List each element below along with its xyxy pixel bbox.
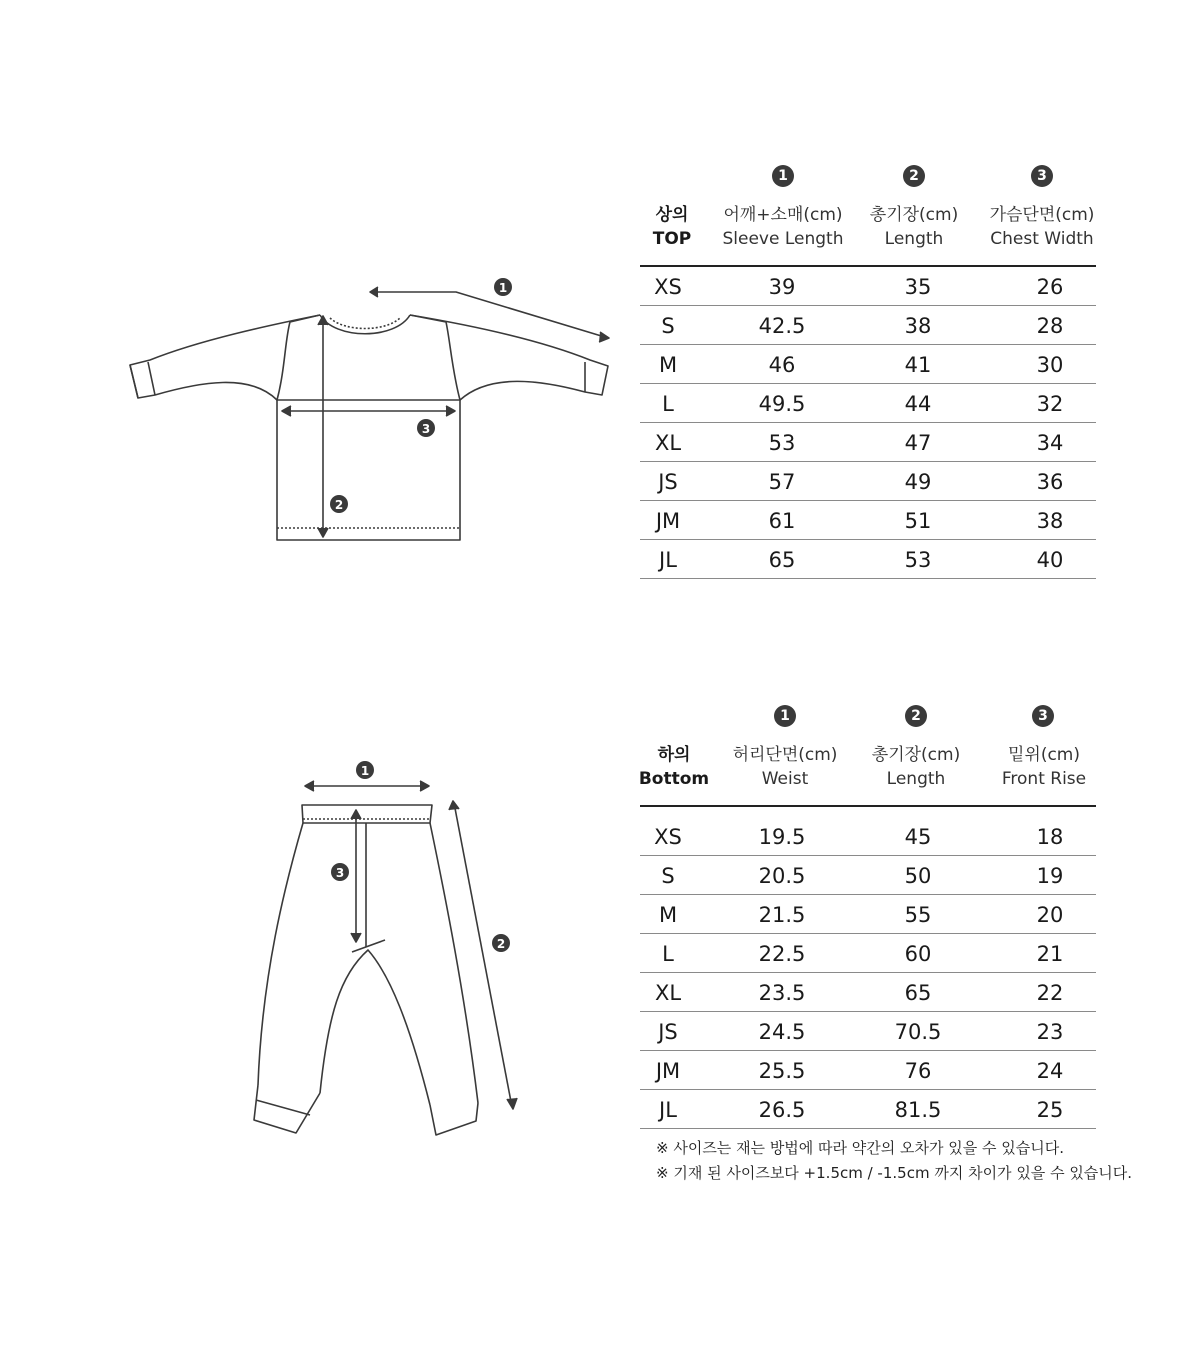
value-cell: 34 — [1036, 431, 1064, 455]
bottom-category-label: 하의 Bottom — [638, 745, 710, 789]
value-cell: 20 — [1036, 903, 1064, 927]
value-cell: 22 — [1036, 981, 1064, 1005]
value-cell: 40 — [1036, 548, 1064, 572]
size-cell: XS — [654, 825, 682, 849]
value-cell: 30 — [1036, 353, 1064, 377]
value-cell: 38 — [1036, 509, 1064, 533]
value-cell: 57 — [768, 470, 796, 494]
badge-3-icon: 3 — [1032, 705, 1054, 727]
value-cell: 24.5 — [758, 1020, 806, 1044]
top-table-body — [640, 267, 1096, 579]
size-cell: XS — [654, 275, 682, 299]
size-cell: JL — [659, 548, 677, 572]
table-row — [640, 384, 1096, 423]
bottom-garment-illustration — [240, 755, 540, 1140]
value-cell: 26.5 — [758, 1098, 806, 1122]
value-cell: 70.5 — [894, 1020, 942, 1044]
value-cell: 24 — [1036, 1059, 1064, 1083]
value-cell: 55 — [904, 903, 932, 927]
value-cell: 41 — [904, 353, 932, 377]
value-cell: 47 — [904, 431, 932, 455]
value-cell: 53 — [768, 431, 796, 455]
value-cell: 44 — [904, 392, 932, 416]
table-row — [640, 1051, 1096, 1090]
top-col-sleeve: 어깨+소매(cm) Sleeve Length — [722, 205, 844, 249]
bottom-col-length: 총기장(cm) Length — [871, 745, 961, 789]
size-cell: JM — [655, 509, 681, 533]
value-cell: 49.5 — [758, 392, 806, 416]
badge-1-icon: 1 — [774, 705, 796, 727]
bottom-size-table — [640, 705, 1096, 1129]
value-cell: 25 — [1036, 1098, 1064, 1122]
size-cell: M — [658, 903, 678, 927]
size-cell: XL — [654, 981, 682, 1005]
size-cell: L — [662, 392, 674, 416]
bottom-table-body — [640, 807, 1096, 1129]
badge-2-icon: 2 — [903, 165, 925, 187]
badge-3-icon: 3 — [1031, 165, 1053, 187]
size-cell: L — [662, 942, 674, 966]
table-row — [640, 895, 1096, 934]
value-cell: 65 — [768, 548, 796, 572]
value-cell: 38 — [904, 314, 932, 338]
size-cell: JL — [659, 1098, 677, 1122]
value-cell: 81.5 — [894, 1098, 942, 1122]
value-cell: 23.5 — [758, 981, 806, 1005]
top-col-length: 총기장(cm) Length — [869, 205, 959, 249]
table-row — [640, 1090, 1096, 1129]
value-cell: 76 — [904, 1059, 932, 1083]
size-cell: S — [661, 314, 675, 338]
value-cell: 19 — [1036, 864, 1064, 888]
bottom-table-header — [640, 705, 1096, 805]
value-cell: 45 — [904, 825, 932, 849]
value-cell: 28 — [1036, 314, 1064, 338]
table-row — [640, 423, 1096, 462]
table-row — [640, 817, 1096, 856]
value-cell: 21 — [1036, 942, 1064, 966]
top-diagram-badges — [330, 278, 512, 513]
value-cell: 21.5 — [758, 903, 806, 927]
value-cell: 18 — [1036, 825, 1064, 849]
top-size-table — [640, 165, 1096, 579]
pants-diagram — [240, 755, 540, 1140]
bottom-col-rise: 밑위(cm) Front Rise — [1001, 745, 1087, 789]
value-cell: 22.5 — [758, 942, 806, 966]
badge-1-icon: 1 — [772, 165, 794, 187]
svg-text:3: 3 — [421, 422, 431, 436]
table-row — [640, 856, 1096, 895]
top-garment-illustration — [120, 270, 620, 560]
size-cell: S — [661, 864, 675, 888]
table-row — [640, 462, 1096, 501]
value-cell: 42.5 — [758, 314, 806, 338]
size-cell: JS — [658, 1020, 678, 1044]
size-notes — [656, 1136, 1132, 1186]
bottom-col-waist: 허리단면(cm) Weist — [732, 745, 838, 789]
sweatshirt-diagram — [120, 270, 620, 560]
value-cell: 61 — [768, 509, 796, 533]
value-cell: 65 — [904, 981, 932, 1005]
value-cell: 46 — [768, 353, 796, 377]
table-row — [640, 306, 1096, 345]
value-cell: 23 — [1036, 1020, 1064, 1044]
top-col-chest: 가슴단면(cm) Chest Width — [989, 205, 1095, 249]
top-category-label: 상의 TOP — [652, 205, 692, 249]
value-cell: 35 — [904, 275, 932, 299]
table-row — [640, 934, 1096, 973]
value-cell: 39 — [768, 275, 796, 299]
value-cell: 26 — [1036, 275, 1064, 299]
table-row — [640, 345, 1096, 384]
svg-text:1: 1 — [360, 764, 370, 778]
note-size-tolerance: ※ 기재 된 사이즈보다 +1.5cm / -1.5cm 까지 차이가 있을 수 있습니다. — [656, 1164, 1133, 1182]
value-cell: 19.5 — [758, 825, 806, 849]
top-table-header — [640, 165, 1096, 265]
note-measurement-error: ※ 사이즈는 재는 방법에 따라 약간의 오차가 있을 수 있습니다. — [656, 1139, 1065, 1157]
value-cell: 49 — [904, 470, 932, 494]
table-row — [640, 973, 1096, 1012]
size-cell: JM — [655, 1059, 681, 1083]
size-cell: JS — [658, 470, 678, 494]
value-cell: 32 — [1036, 392, 1064, 416]
value-cell: 51 — [904, 509, 932, 533]
badge-2-icon: 2 — [905, 705, 927, 727]
size-cell: M — [658, 353, 678, 377]
value-cell: 53 — [904, 548, 932, 572]
size-cell: XL — [654, 431, 682, 455]
value-cell: 50 — [904, 864, 932, 888]
value-cell: 60 — [904, 942, 932, 966]
svg-text:2: 2 — [496, 937, 506, 951]
table-row — [640, 540, 1096, 579]
svg-text:1: 1 — [498, 281, 508, 295]
svg-text:3: 3 — [335, 866, 345, 880]
value-cell: 36 — [1036, 470, 1064, 494]
table-row — [640, 501, 1096, 540]
value-cell: 25.5 — [758, 1059, 806, 1083]
svg-text:2: 2 — [334, 498, 344, 512]
table-row — [640, 1012, 1096, 1051]
table-row — [640, 267, 1096, 306]
value-cell: 20.5 — [758, 864, 806, 888]
